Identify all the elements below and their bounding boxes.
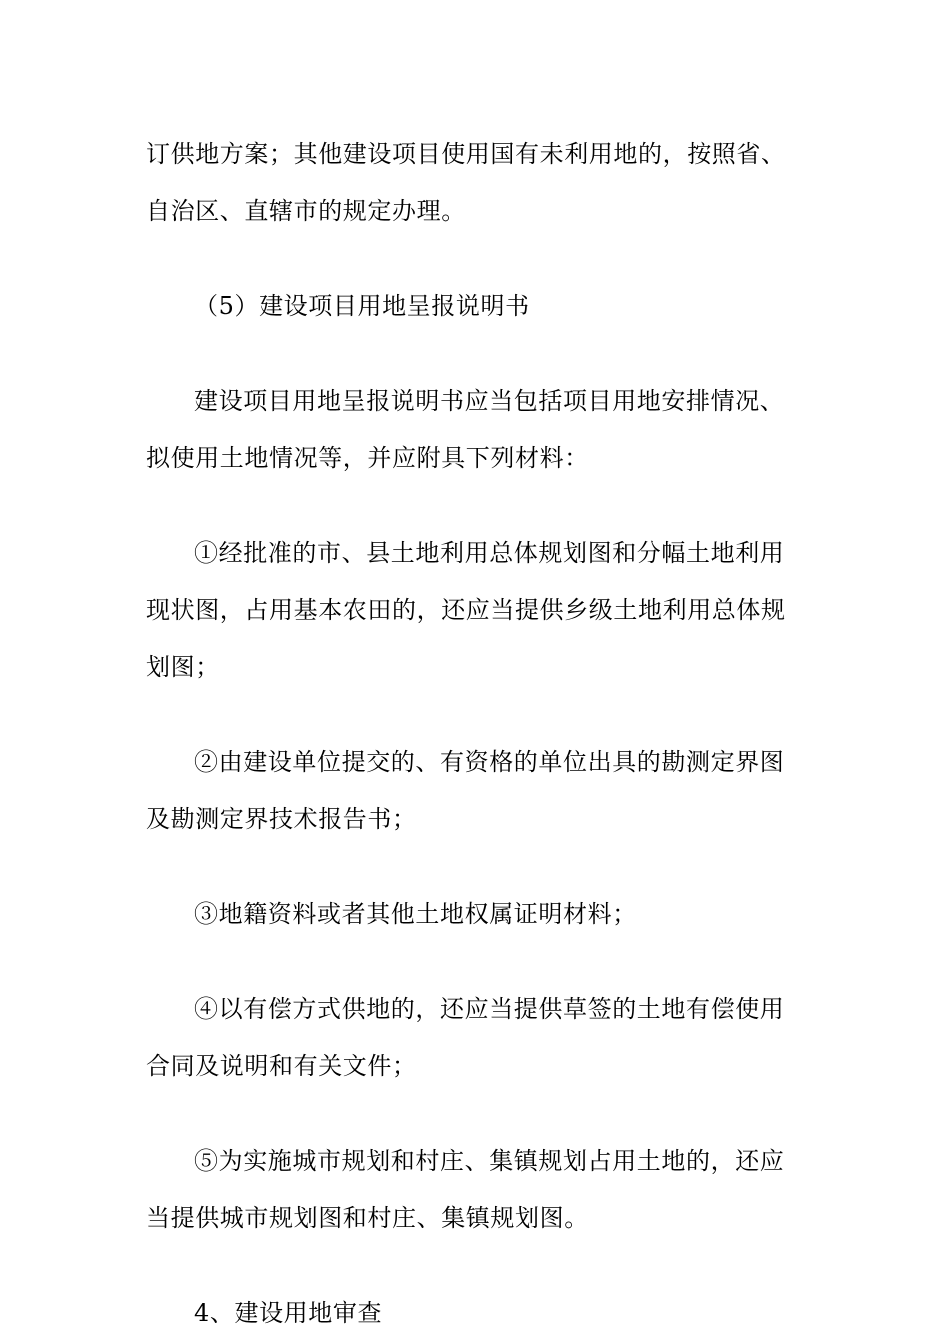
list-item-5: ⑤为实施城市规划和村庄、集镇规划占用土地的，还应当提供城市规划图和村庄、集镇规划图。 bbox=[146, 1147, 785, 1232]
paragraph-intro: 建设项目用地呈报说明书应当包括项目用地安排情况、拟使用土地情况等，并应附具下列材料： bbox=[146, 387, 785, 472]
section-heading-4: 4、建设用地审查 bbox=[194, 1299, 383, 1327]
list-item-1: ①经批准的市、县土地利用总体规划图和分幅土地利用现状图，占用基本农田的，还应当提供乡级土地利用总体规划图； bbox=[146, 539, 786, 681]
list-item-3: ③地籍资料或者其他土地权属证明材料； bbox=[194, 900, 637, 928]
list-item-2: ②由建设单位提交的、有资格的单位出具的勘测定界图及勘测定界技术报告书； bbox=[146, 748, 785, 833]
list-item-4: ④以有偿方式供地的，还应当提供草签的土地有偿使用合同及说明和有关文件； bbox=[146, 995, 785, 1080]
paragraph-continuation: 订供地方案；其他建设项目使用国有未利用地的，按照省、自治区、直辖市的规定办理。 bbox=[146, 140, 786, 225]
section-heading-5: （5）建设项目用地呈报说明书 bbox=[194, 292, 530, 320]
document-body bbox=[146, 126, 806, 1342]
